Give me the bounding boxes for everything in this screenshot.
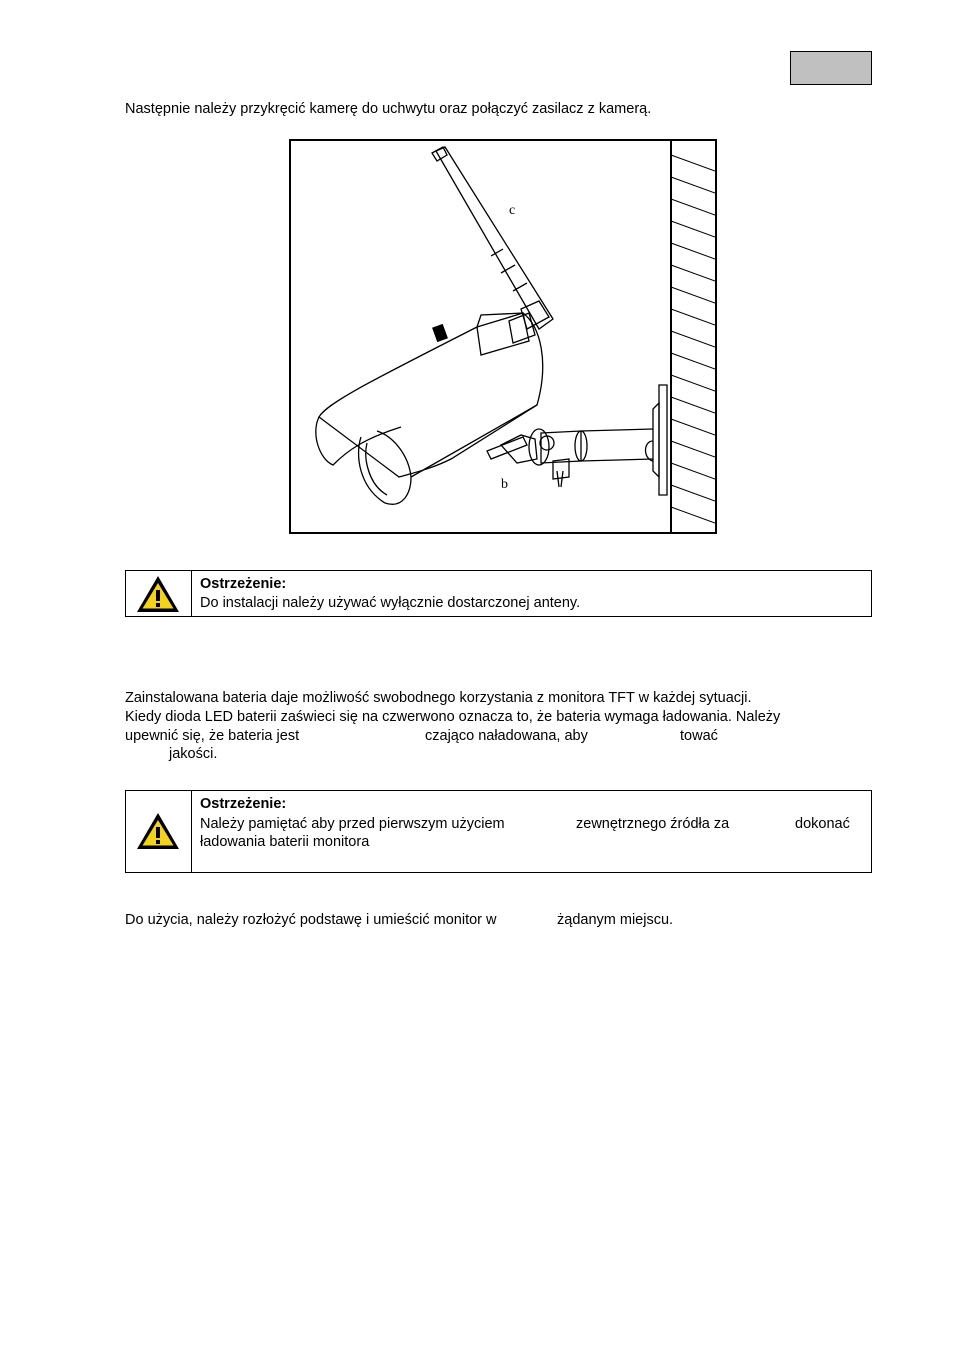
camera-mount-illustration <box>291 141 715 532</box>
warning-icon-cell <box>126 571 192 616</box>
battery-line-1: Zainstalowana bateria daje możliwość swobodnego korzystania z monitora TFT w każdej sytuacji. <box>125 690 752 706</box>
warning-triangle-icon <box>135 574 181 614</box>
battery-line-3c: tować <box>680 728 718 744</box>
warning-box-antenna <box>125 570 872 617</box>
warning2-line-1b: zewnętrznego źródła za <box>576 816 730 832</box>
stand-text-a: Do użycia, należy rozłożyć podstawę i umieścić monitor w <box>125 912 497 928</box>
label-b: b <box>501 477 508 492</box>
warning1-text: Do instalacji należy używać wyłącznie dostarczonej anteny. <box>200 595 581 611</box>
stand-text-b: żądanym miejscu. <box>557 912 674 928</box>
camera-body <box>316 313 543 504</box>
battery-line-3a: upewnić się, że bateria jest <box>125 728 300 744</box>
warning2-line-1a: Należy pamiętać aby przed pierwszym użyciem <box>200 816 505 832</box>
warning2-line-1c: dokonać <box>795 816 850 832</box>
battery-line-4: jakości. <box>169 746 218 762</box>
page-tab <box>790 51 872 85</box>
wall-hatching <box>671 155 715 523</box>
warning-icon-cell <box>126 791 192 872</box>
warning2-line-2: ładowania baterii monitora <box>200 834 370 850</box>
battery-line-2: Kiedy dioda LED baterii zaświeci się na czwerwono oznacza to, że bateria wymaga ładowania. Należy <box>125 709 781 725</box>
battery-line-3b: czająco naładowana, aby <box>425 728 588 744</box>
antenna <box>432 147 553 343</box>
intro-text: Następnie należy przykręcić kamerę do uchwytu oraz połączyć zasilacz z kamerą. <box>125 101 652 117</box>
camera-mount-figure <box>289 139 717 534</box>
warning1-title: Ostrzeżenie: <box>200 576 287 592</box>
warning-box-charging <box>125 790 872 873</box>
warning-triangle-icon <box>135 811 181 851</box>
warning2-title: Ostrzeżenie: <box>200 796 287 812</box>
wall-bracket <box>501 385 667 495</box>
label-c: c <box>509 203 516 218</box>
